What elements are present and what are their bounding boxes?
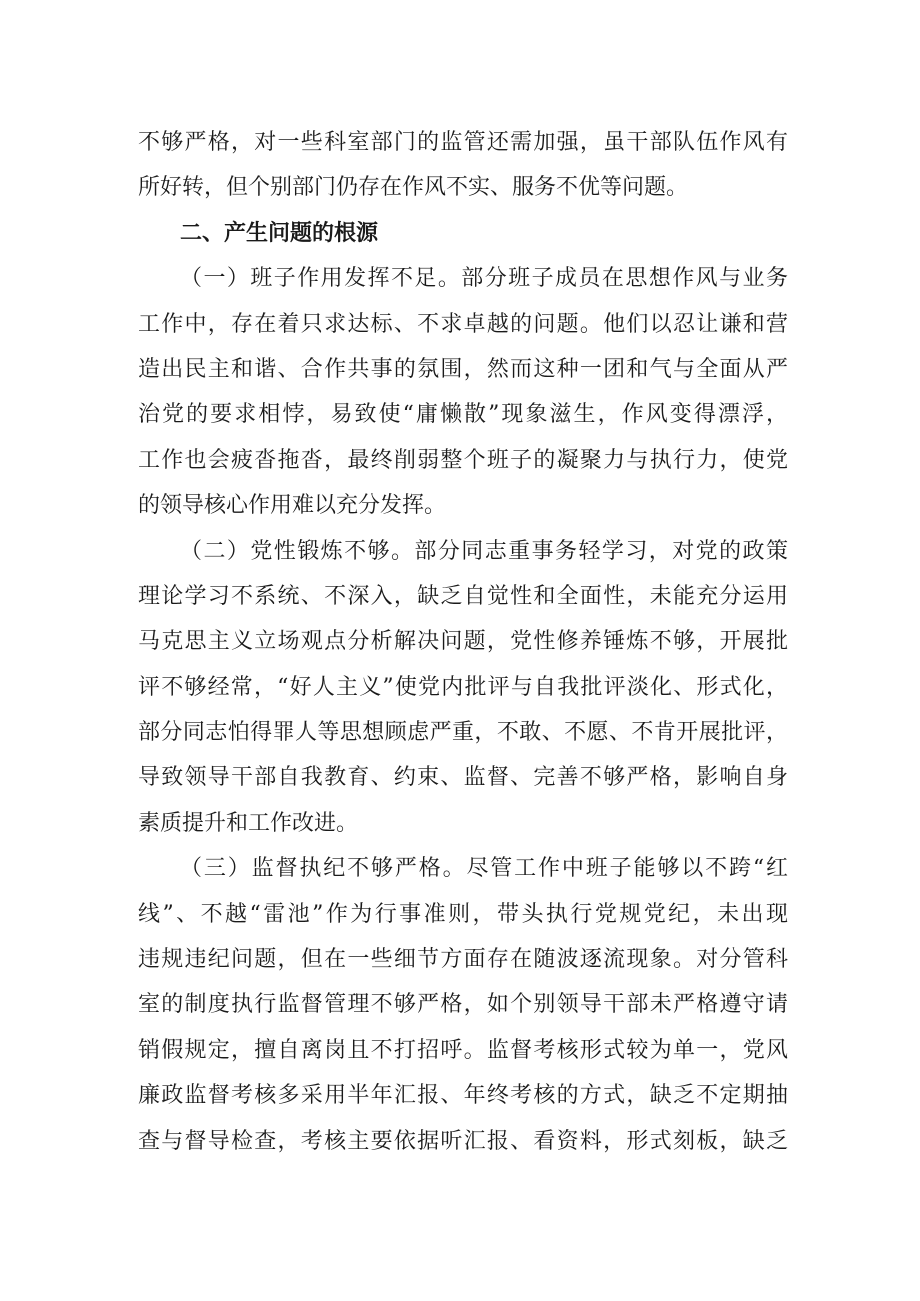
text-line: 治党的要求相悖，易致使“庸懒散”现象滋生，作风变得漂浮， xyxy=(138,402,788,428)
text-line: 销假规定，擅自离岗且不打招呼。监督考核形式较为单一，党风 xyxy=(138,1037,788,1063)
text-line: 线”、不越“雷池”作为行事准则，带头执行党规党纪，未出现 xyxy=(138,901,788,927)
text-line: （三）监督执纪不够严格。尽管工作中班子能够以不跨“红 xyxy=(180,856,788,882)
text-line: （一）班子作用发挥不足。部分班子成员在思想作风与业务 xyxy=(180,266,788,292)
section-heading: 二、产生问题的根源 xyxy=(180,220,379,246)
text-line: 评不够经常，“好人主义”使党内批评与自我批评淡化、形式化， xyxy=(138,674,788,700)
text-line: 的领导核心作用难以充分发挥。 xyxy=(138,493,447,519)
document-body xyxy=(138,120,788,1164)
text-line: 违规违纪问题，但在一些细节方面存在随波逐流现象。对分管科 xyxy=(138,947,788,973)
text-line: 廉政监督考核多采用半年汇报、年终考核的方式，缺乏不定期抽 xyxy=(138,1083,788,1109)
text-line: 造出民主和谐、合作共事的氛围，然而这种一团和气与全面从严 xyxy=(138,356,788,382)
text-line: 工作中，存在着只求达标、不求卓越的问题。他们以忍让谦和营 xyxy=(138,311,788,337)
text-line: （二）党性锻炼不够。部分同志重事务轻学习，对党的政策 xyxy=(180,538,788,564)
text-line: 理论学习不系统、不深入，缺乏自觉性和全面性，未能充分运用 xyxy=(138,583,788,609)
text-line: 部分同志怕得罪人等思想顾虑严重，不敢、不愿、不肯开展批评， xyxy=(138,720,788,746)
text-line: 马克思主义立场观点分析解决问题，党性修养锤炼不够，开展批 xyxy=(138,629,788,655)
text-line: 所好转，但个别部门仍存在作风不实、服务不优等问题。 xyxy=(138,175,689,201)
text-line: 工作也会疲沓拖沓，最终削弱整个班子的凝聚力与执行力，使党 xyxy=(138,447,788,473)
text-line: 素质提升和工作改进。 xyxy=(138,810,359,836)
text-line: 室的制度执行监督管理不够严格，如个别领导干部未严格遵守请 xyxy=(138,992,788,1018)
text-line: 不够严格，对一些科室部门的监管还需加强，虽干部队伍作风有 xyxy=(138,130,788,155)
text-line: 导致领导干部自我教育、约束、监督、完善不够严格，影响自身 xyxy=(138,765,788,791)
text-line: 查与督导检查，考核主要依据听汇报、看资料，形式刻板，缺乏 xyxy=(138,1128,788,1154)
